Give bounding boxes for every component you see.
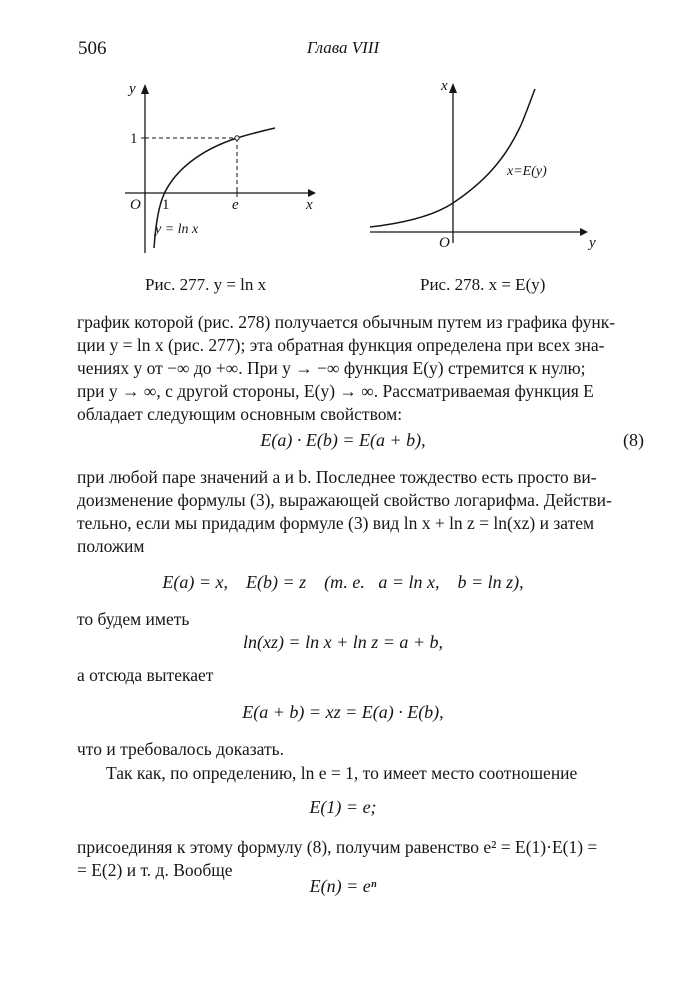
paragraph-3: то будем иметь xyxy=(77,609,190,629)
figure-277-caption: Рис. 277. y = ln x xyxy=(145,275,267,294)
equation-8: E(a) · E(b) = E(a + b), xyxy=(260,430,426,450)
text-line: чениях y от −∞ до +∞. При y → −∞ функция E(y) стремится к нулю; xyxy=(77,358,586,378)
equation-product: E(a + b) = xz = E(a) · E(b), xyxy=(242,702,444,722)
figure-278-caption: Рис. 278. x = E(y) xyxy=(420,275,546,294)
text-line: доизменение формулы (3), выражающей свойство логарифма. Действи- xyxy=(77,490,612,510)
fig277-tick-1-y-label: 1 xyxy=(130,131,138,147)
fig277-y-label: y xyxy=(129,81,136,97)
fig278-curve-label: x=E(y) xyxy=(507,164,547,179)
fig277-x-arrow xyxy=(308,189,316,197)
text-line: ции y = ln x (рис. 277); эта обратная функция определена при всех зна- xyxy=(77,335,605,355)
text-line: положим xyxy=(77,536,145,556)
fig277-curve-label: y = ln x xyxy=(155,222,199,237)
fig277-y-arrow xyxy=(141,84,149,94)
fig277-x-label: x xyxy=(306,197,313,213)
text-line: при y → ∞, с другой стороны, E(y) → ∞. Рассматриваемая функция E xyxy=(77,381,594,401)
fig278-y-arrow xyxy=(580,228,588,236)
paragraph-5: что и требовалось доказать. xyxy=(77,739,285,759)
fig277-point-e xyxy=(235,136,239,140)
equation-ln: ln(xz) = ln x + ln z = a + b, xyxy=(242,632,444,652)
chapter-title: Глава VIII xyxy=(306,38,380,57)
paragraph-2 xyxy=(77,466,645,558)
figure-277-graph xyxy=(110,78,330,258)
figure-278-graph xyxy=(365,75,610,255)
fig277-origin-label: O xyxy=(130,197,141,213)
paragraph-1 xyxy=(77,311,645,426)
fig278-x-arrow xyxy=(449,83,457,93)
paragraph-6: Так как, по определению, ln e = 1, то имеет место соотношение xyxy=(106,763,578,783)
equation-definitions: E(a) = x, E(b) = z (т. е. a = ln x, b = ln z), xyxy=(162,572,524,592)
fig277-tick-1-x-label: 1 xyxy=(162,197,170,213)
text-line: при любой паре значений a и b. Последнее тождество есть просто ви- xyxy=(77,467,597,487)
text-line: присоединяя к этому формулу (8), получим равенство e² = E(1)·E(1) = xyxy=(77,837,598,857)
text-line: тельно, если мы придадим формуле (3) вид ln x + ln z = ln(xz) и затем xyxy=(77,513,595,533)
fig278-x-label: x xyxy=(441,78,448,94)
equation-e1: E(1) = e; xyxy=(309,797,377,817)
text-line: обладает следующим основным свойством: xyxy=(77,404,403,424)
page-number: 506 xyxy=(78,38,107,59)
fig277-tick-e-label: e xyxy=(232,197,239,213)
fig278-origin-label: O xyxy=(439,235,450,251)
equation-en: E(n) = eⁿ xyxy=(309,876,377,896)
paragraph-4: а отсюда вытекает xyxy=(77,665,214,685)
text-line: = E(2) и т. д. Вообще xyxy=(77,860,233,880)
text-line: график которой (рис. 278) получается обычным путем из графика функ- xyxy=(77,312,616,332)
equation-8-number: (8) xyxy=(623,430,644,450)
fig278-y-label: y xyxy=(589,235,596,251)
